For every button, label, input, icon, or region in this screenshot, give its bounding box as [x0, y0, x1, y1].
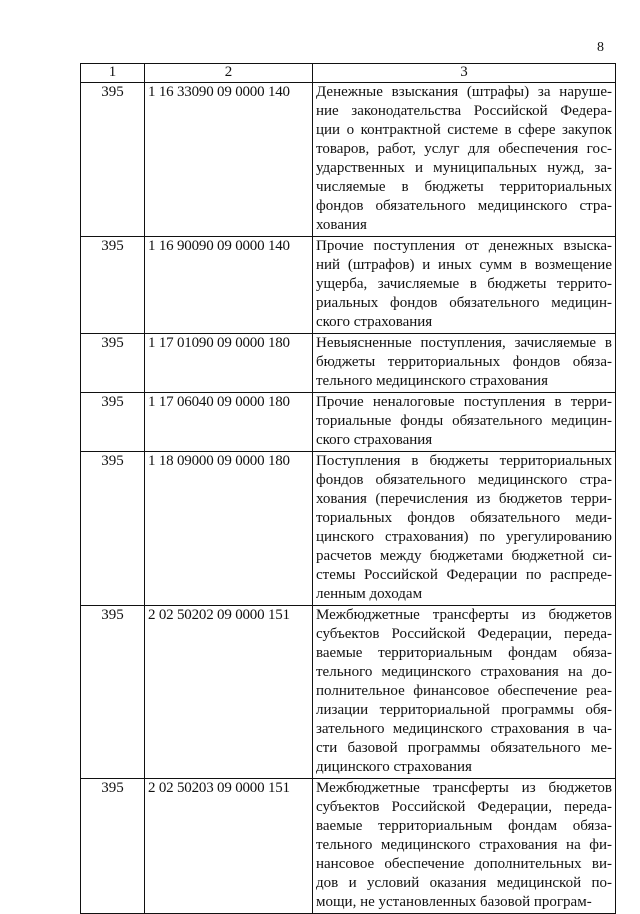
description-line: ний (штрафов) и иных сумм в возмещение — [316, 257, 612, 273]
description-line: тельного медицинского страхования — [316, 373, 548, 389]
column-header-1: 1 — [81, 64, 145, 83]
table-row — [81, 334, 616, 393]
description-line: ние законодательства Российской Федера- — [316, 103, 612, 119]
description-line: субъектов Российской Федерации, переда- — [316, 799, 612, 815]
description-line: ториальные фонды обязательного медицин- — [316, 413, 612, 429]
budget-classification-table — [80, 63, 616, 914]
administrator-code-cell: 395 — [81, 393, 145, 452]
description-line: ваемые территориальным фондам обяза- — [316, 645, 612, 661]
revenue-description-cell — [313, 83, 616, 237]
description-line: ского страхования — [316, 432, 433, 448]
description-line: риальных фондов обязательного медицин- — [316, 295, 612, 311]
table-row — [81, 779, 616, 914]
revenue-description-cell — [313, 393, 616, 452]
description-line: стемы Российской Федерации по распреде- — [316, 567, 612, 583]
description-line: фондов обязательного медицинского стра- — [316, 198, 612, 214]
table-header-row — [81, 64, 616, 83]
table-row — [81, 393, 616, 452]
description-line: тельного медицинского страхования на до- — [316, 664, 612, 680]
description-line: дов и условий оказания медицинской по- — [316, 875, 612, 891]
description-line: товаров, работ, услуг для обеспечения гос- — [316, 141, 612, 157]
administrator-code-cell: 395 — [81, 83, 145, 237]
description-line: Межбюджетные трансферты из бюджетов — [316, 607, 612, 623]
description-line: бюджеты территориальных фондов обяза- — [316, 354, 612, 370]
description-line: ударственных и муниципальных нужд, за- — [316, 160, 612, 176]
description-line: тельного медицинского страхования на фи- — [316, 837, 612, 853]
description-line: Межбюджетные трансферты из бюджетов — [316, 780, 612, 796]
table-row — [81, 452, 616, 606]
description-line: фондов обязательного медицинского стра- — [316, 472, 612, 488]
table-row — [81, 83, 616, 237]
description-line: зательного медицинского страхования в ча- — [316, 721, 612, 737]
table-body — [81, 83, 616, 914]
column-header-3: 3 — [313, 64, 616, 83]
description-line: ваемые территориальным фондам обяза- — [316, 818, 612, 834]
description-line: Прочие поступления от денежных взыска- — [316, 238, 612, 254]
page-number: 8 — [597, 40, 604, 55]
description-line: ции о контрактной системе в сфере закупок — [316, 122, 612, 138]
revenue-description-cell — [313, 237, 616, 334]
description-line: Денежные взыскания (штрафы) за наруше- — [316, 84, 612, 100]
administrator-code-cell: 395 — [81, 334, 145, 393]
description-line: нансовое обеспечение дополнительных ви- — [316, 856, 612, 872]
administrator-code-cell: 395 — [81, 237, 145, 334]
description-line: ленным доходам — [316, 586, 423, 602]
budget-code-cell: 1 16 33090 09 0000 140 — [145, 83, 313, 237]
description-line: лизации территориальной программы обя- — [316, 702, 612, 718]
description-line: сти базовой программы обязательного ме- — [316, 740, 612, 756]
description-line: Поступления в бюджеты территориальных — [316, 453, 612, 469]
description-line: хования (перечисления из бюджетов терри- — [316, 491, 612, 507]
revenue-description-cell — [313, 334, 616, 393]
revenue-description-cell — [313, 779, 616, 914]
description-line: расчетов между бюджетами бюджетной си- — [316, 548, 612, 564]
description-line: хования — [316, 217, 367, 233]
revenue-description-cell — [313, 606, 616, 779]
description-line: ского страхования — [316, 314, 433, 330]
description-line: Прочие неналоговые поступления в терри- — [316, 394, 612, 410]
description-line: числяемые в бюджеты территориальных — [316, 179, 612, 195]
budget-code-cell: 1 17 06040 09 0000 180 — [145, 393, 313, 452]
budget-code-cell: 1 16 90090 09 0000 140 — [145, 237, 313, 334]
revenue-description-cell — [313, 452, 616, 606]
description-line: мощи, не установленных базовой програм- — [316, 894, 592, 910]
description-line: субъектов Российской Федерации, переда- — [316, 626, 612, 642]
administrator-code-cell: 395 — [81, 606, 145, 779]
table-row — [81, 606, 616, 779]
description-line: дицинского страхования — [316, 759, 472, 775]
description-line: полнительное финансовое обеспечение реа- — [316, 683, 612, 699]
column-header-2: 2 — [145, 64, 313, 83]
description-line: ущерба, зачисляемые в бюджеты террито- — [316, 276, 612, 292]
budget-code-cell: 1 17 01090 09 0000 180 — [145, 334, 313, 393]
budget-code-cell: 2 02 50203 09 0000 151 — [145, 779, 313, 914]
description-line: Невыясненные поступления, зачисляемые в — [316, 335, 612, 351]
administrator-code-cell: 395 — [81, 452, 145, 606]
description-line: ториальных фондов обязательного меди- — [316, 510, 612, 526]
budget-code-cell: 2 02 50202 09 0000 151 — [145, 606, 313, 779]
administrator-code-cell: 395 — [81, 779, 145, 914]
budget-code-cell: 1 18 09000 09 0000 180 — [145, 452, 313, 606]
table-row — [81, 237, 616, 334]
description-line: цинского страхования) по урегулированию — [316, 529, 612, 545]
